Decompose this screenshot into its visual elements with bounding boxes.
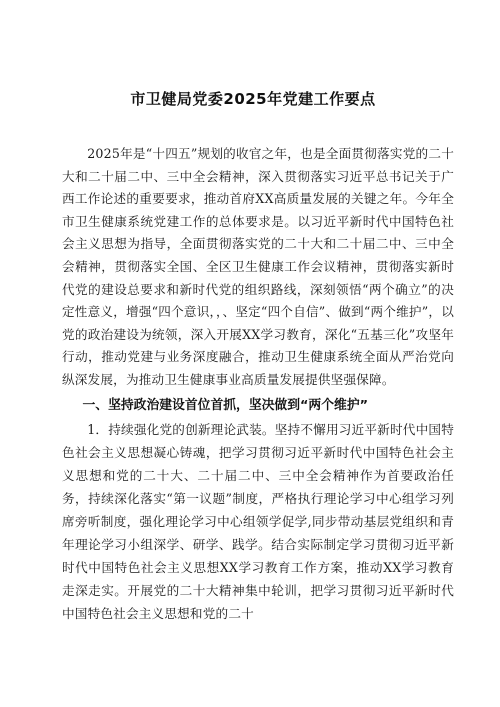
document-title: 市卫健局党委2025年党建工作要点 bbox=[130, 90, 376, 108]
intro-paragraph: 2025年是“十四五”规划的收官之年，也是全面贯彻落实党的二十大和二十届二中、三中全会精神，深入贯彻落实习近平总书记关于广西工作论述的重要要求，推动首府XX高质量发展的关键之年。今年全市卫生健康系统党建工作的总体要求是。以习近平新时代中国特色社会主义思想为指导，全面贯彻落实党的二十大和二十届二中、三中全会精神，贯彻落实全国、全区卫生健康工作会议精神，贯彻落实新时代党的建设总要求和新时代党的组织路线，深刻领悟“两个确立”的决定性意义，增强“四个意识，，、坚定“四个自信”、做到“两个维护”，以党的政治建设为统领，深入开展XX学习教育，深化“五基三化”攻坚年行动，推动党建与业务深度融合，推动卫生健康系统全面从严治党向纵深发展，为推动卫生健康事业高质量发展提供坚强保障。 bbox=[62, 146, 454, 387]
section-heading-1: 一、坚持政治建设首位首抓，坚决做到“两个维护” bbox=[82, 397, 369, 413]
item-paragraph-1: 1．持续强化党的创新理论武装。坚持不懈用习近平新时代中国特色社会主义思想凝心铸魂，把学习贯彻习近平新时代中国特色社会主义思想和党的二十大、二十届二中、三中全会精神作为首要政治任务，持续深化落实“第一议题”制度，严格执行理论学习中心组学习列席旁听制度，强化理论学习中心组领学促学,同步带动基层党组织和青年理论学习小组深学、研学、践学。结合实际制定学习贯彻习近平新时代中国特色社会主义思想XX学习教育工作方案，推动XX学习教育走深走实。开展党的二十大精神集中轮训，把学习贯彻习近平新时代中国特色社会主义思想和党的二十 bbox=[62, 421, 454, 621]
